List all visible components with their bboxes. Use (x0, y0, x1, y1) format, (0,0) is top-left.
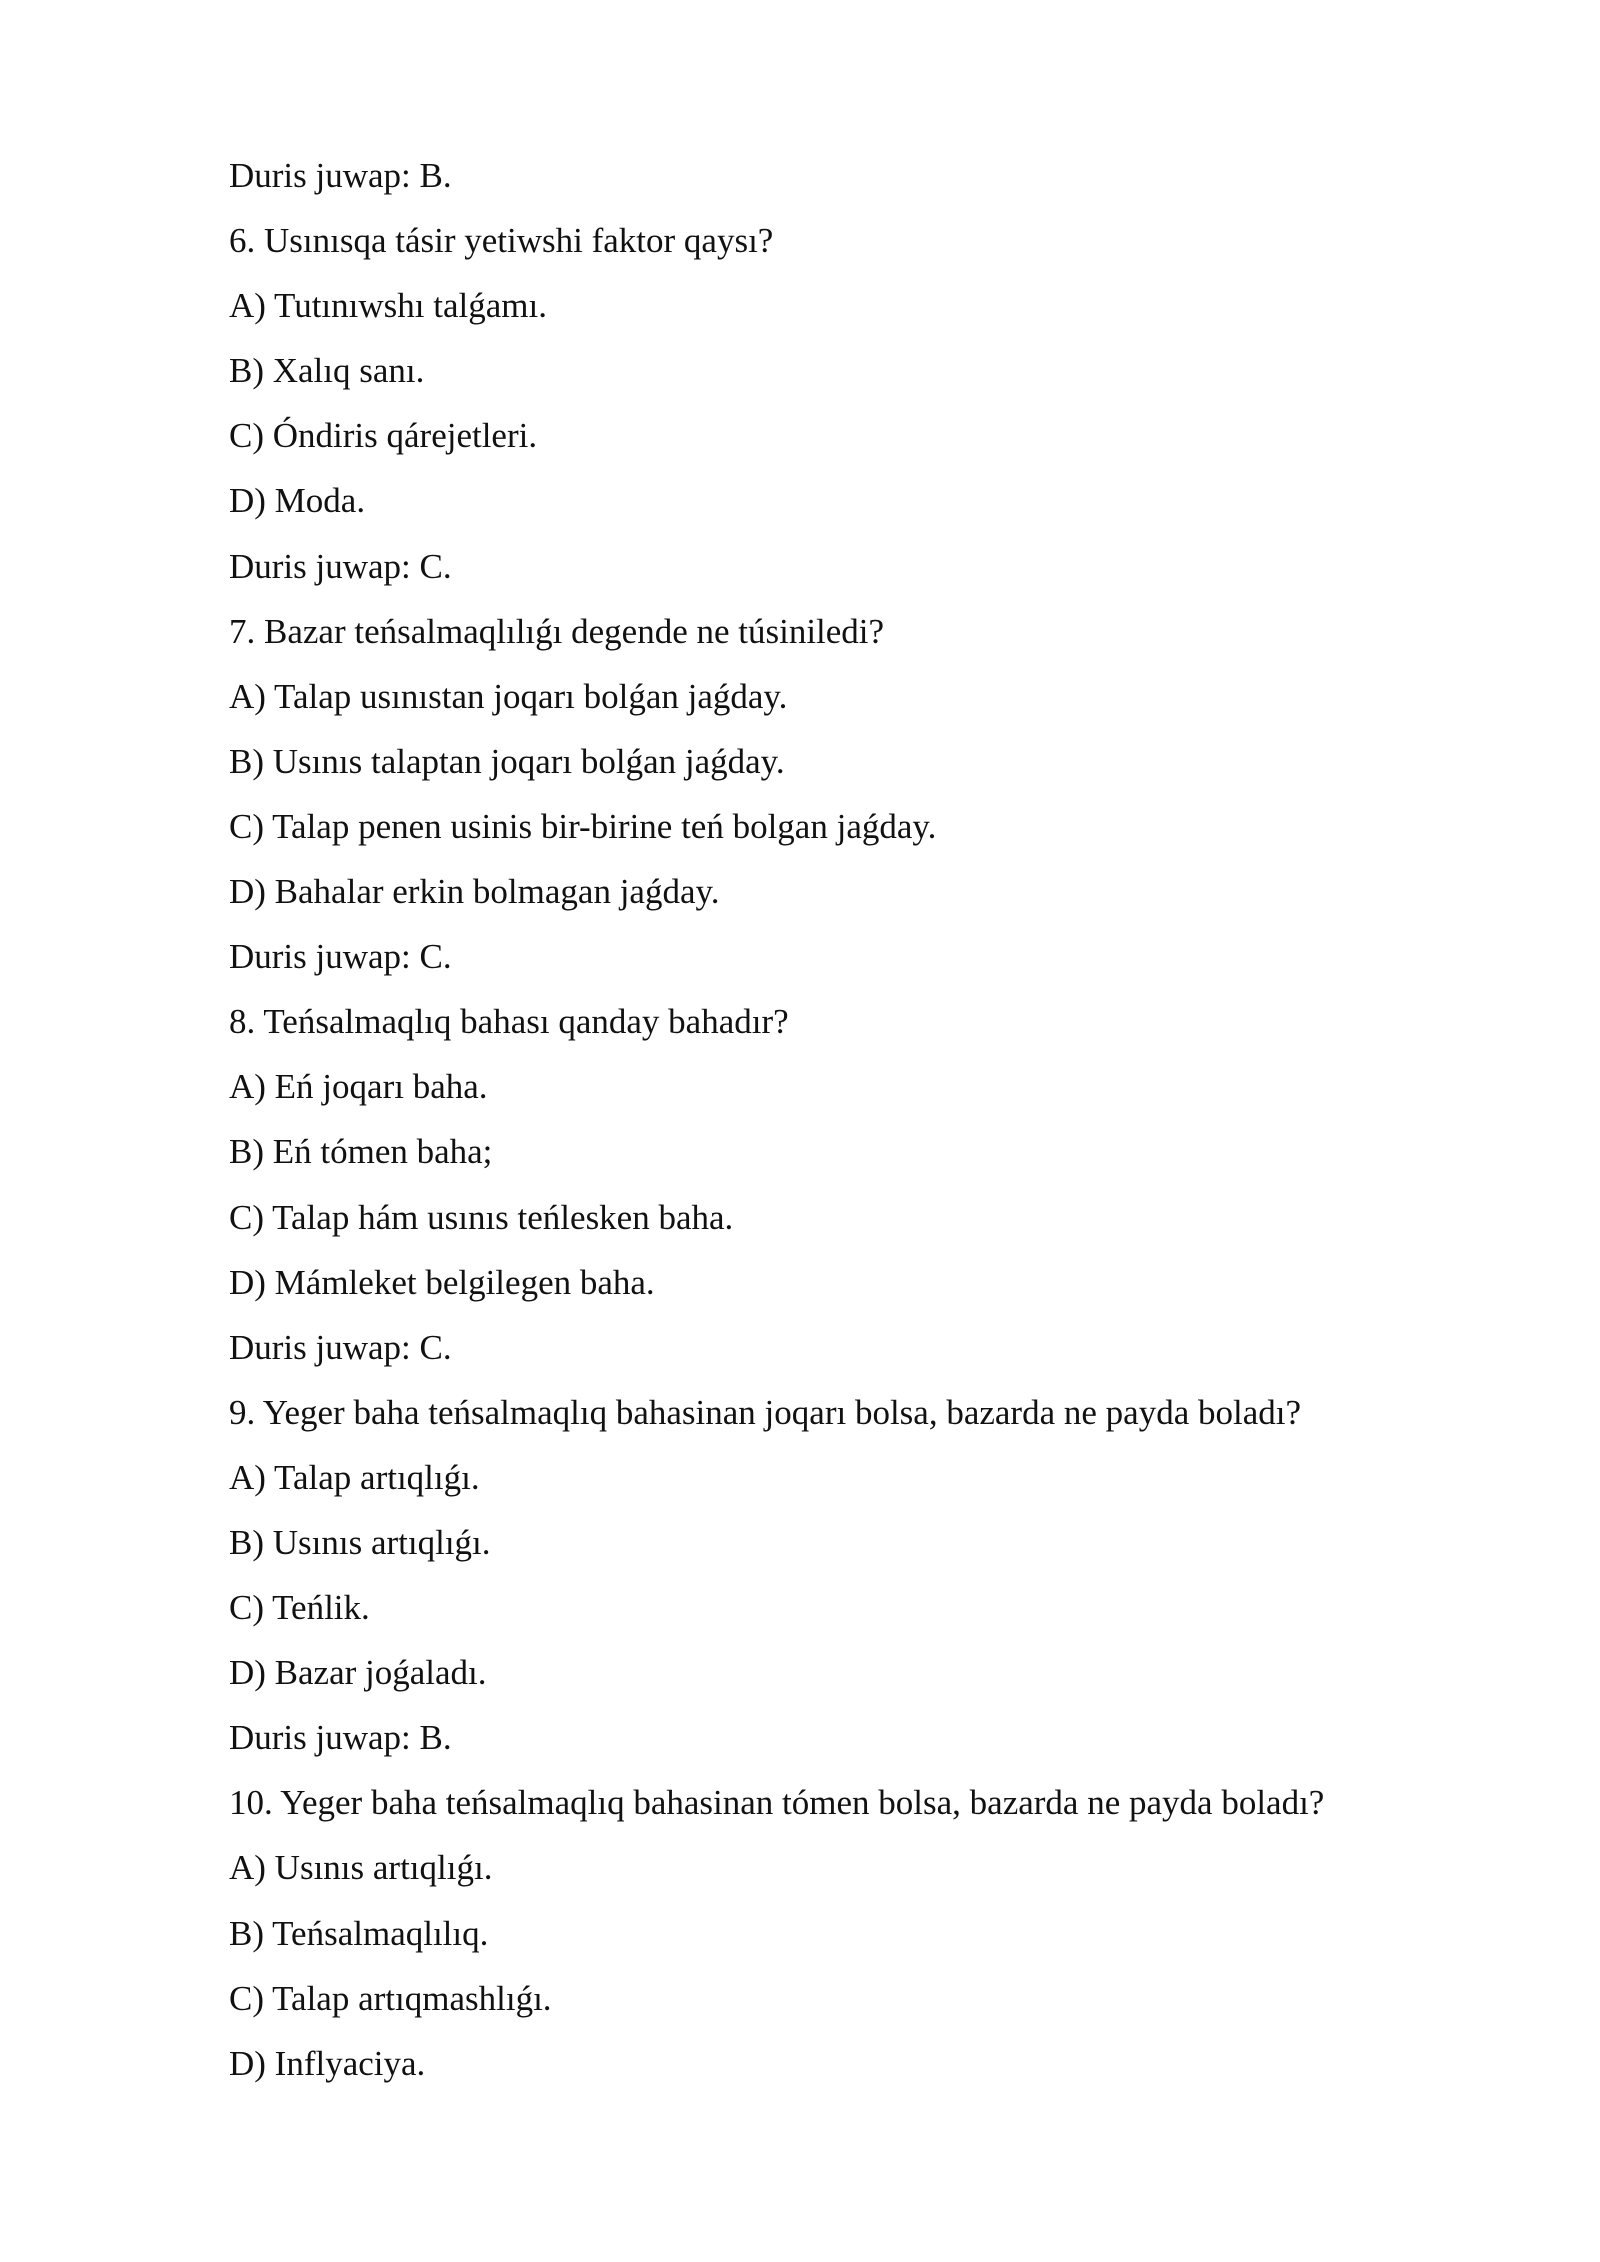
option-c: C) Talap penen usinis bir-birine teń bolgan jaǵday. (229, 806, 937, 846)
answer-line-q8: Duris juwap: C. (229, 1327, 452, 1367)
option-a: A) Talap usınıstan joqarı bolǵan jaǵday. (229, 676, 788, 716)
option-d: D) Moda. (229, 481, 366, 521)
answer-line-q9: Duris juwap: B. (229, 1718, 452, 1758)
option-d: D) Bahalar erkin bolmagan jaǵday. (229, 872, 720, 912)
answer-line-q6: Duris juwap: C. (229, 546, 452, 586)
question-9: 9. Yeger baha teńsalmaqlıq bahasinan joqarı bolsa, bazarda ne payda boladı? (229, 1392, 1301, 1432)
option-b: B) Teńsalmaqlılıq. (229, 1913, 489, 1953)
option-c: C) Talap artıqmashlıǵı. (229, 1978, 552, 2018)
option-b: B) Eń tómen baha; (229, 1132, 493, 1172)
answer-line-q5: Duris juwap: B. (229, 156, 452, 195)
option-c: C) Teńlik. (229, 1588, 370, 1628)
option-c: C) Óndiris qárejetleri. (229, 416, 538, 456)
option-c: C) Talap hám usınıs teńlesken baha. (229, 1197, 734, 1237)
question-7: 7. Bazar teńsalmaqlılıǵı degende ne túsiniledi? (229, 611, 885, 651)
option-b: B) Usınıs artıqlıǵı. (229, 1522, 491, 1562)
option-b: B) Usınıs talaptan joqarı bolǵan jaǵday. (229, 741, 785, 781)
document-body (229, 148, 1489, 2101)
option-b: B) Xalıq sanı. (229, 351, 425, 391)
question-8: 8. Teńsalmaqlıq bahası qanday bahadır? (229, 1002, 789, 1042)
option-d: D) Mámleket belgilegen baha. (229, 1262, 655, 1302)
question-10: 10. Yeger baha teńsalmaqlıq bahasinan tómen bolsa, bazarda ne payda boladı? (229, 1783, 1325, 1823)
option-a: A) Eń joqarı baha. (229, 1067, 488, 1107)
option-a: A) Talap artıqlıǵı. (229, 1457, 480, 1497)
option-a: A) Usınıs artıqlıǵı. (229, 1848, 493, 1888)
question-6: 6. Usınısqa tásir yetiwshi faktor qaysı? (229, 221, 774, 261)
option-d: D) Bazar joǵaladı. (229, 1653, 487, 1693)
option-d: D) Inflyaciya. (229, 2043, 426, 2083)
option-a: A) Tutınıwshı talǵamı. (229, 286, 547, 326)
answer-line-q7: Duris juwap: C. (229, 937, 452, 977)
